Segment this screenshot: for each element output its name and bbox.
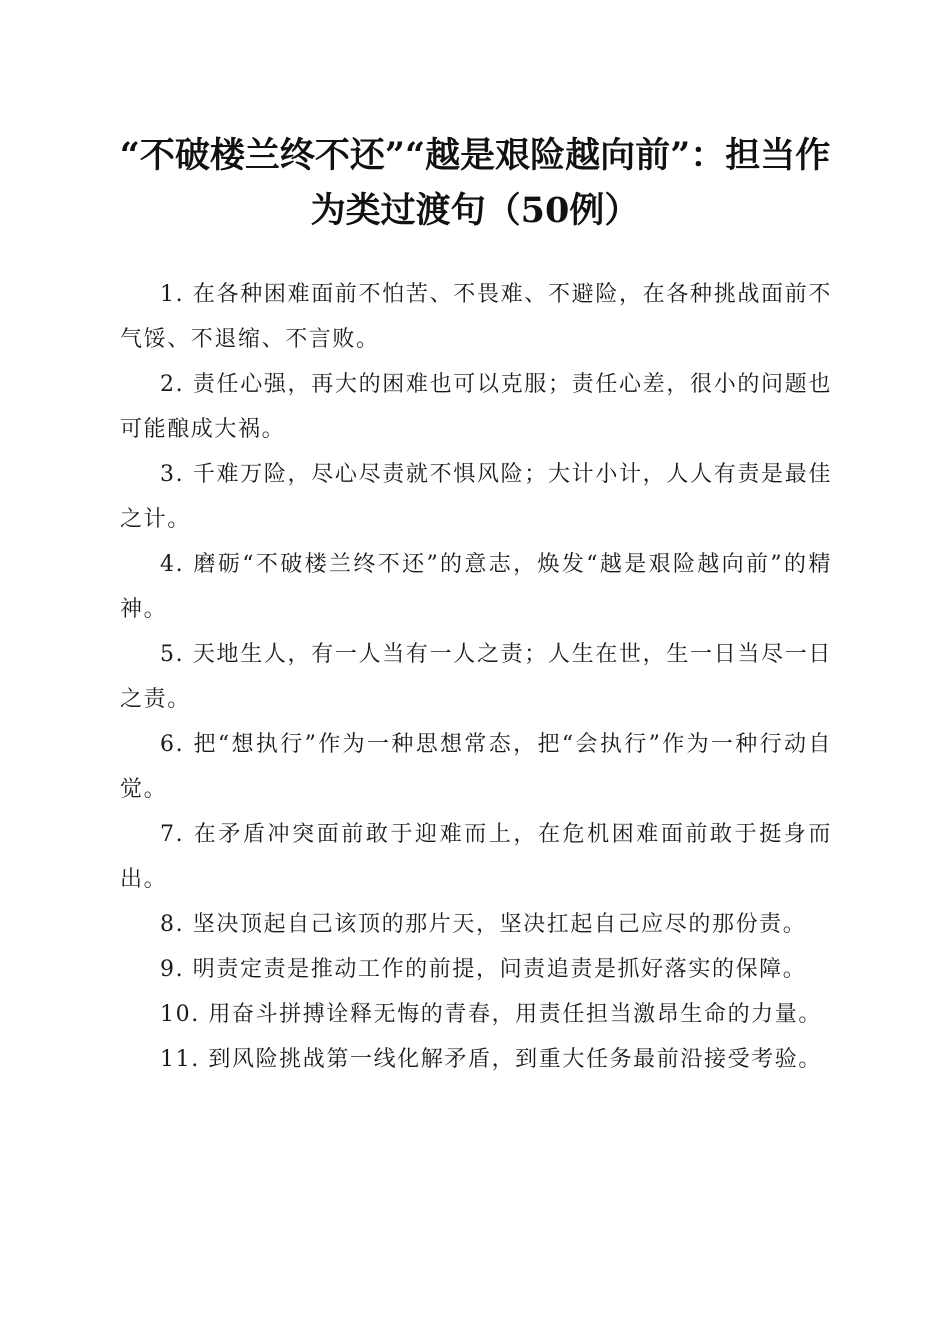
list-item: 10. 用奋斗拼搏诠释无悔的青春，用责任担当激昂生命的力量。 [160,1002,822,1027]
transition-sentence-list [120,272,832,1082]
list-item: 1. 在各种困难面前不怕苦、不畏难、不避险，在各种挑战面前不气馁、不退缩、不言败。 [120,282,832,352]
list-item: 3. 千难万险，尽心尽责就不惧风险；大计小计，人人有责是最佳之计。 [120,462,832,532]
list-item: 4. 磨砺“不破楼兰终不还”的意志，焕发“越是艰险越向前”的精神。 [120,552,832,622]
list-item: 6. 把“想执行”作为一种思想常态，把“会执行”作为一种行动自觉。 [120,732,832,802]
list-item: 7. 在矛盾冲突面前敢于迎难而上，在危机困难面前敢于挺身而出。 [120,822,832,892]
list-item: 8. 坚决顶起自己该顶的那片天，坚决扛起自己应尽的那份责。 [160,912,807,937]
list-item: 11. 到风险挑战第一线化解矛盾，到重大任务最前沿接受考验。 [160,1047,822,1072]
document-title: “不破楼兰终不还”“越是艰险越向前”：担当作为类过渡句（50例） [119,135,831,231]
list-item: 5. 天地生人，有一人当有一人之责；人生在世，生一日当尽一日之责。 [120,642,832,712]
list-item: 2. 责任心强，再大的困难也可以克服；责任心差，很小的问题也可能酿成大祸。 [120,372,832,442]
list-item: 9. 明责定责是推动工作的前提，问责追责是抓好落实的保障。 [160,957,807,982]
